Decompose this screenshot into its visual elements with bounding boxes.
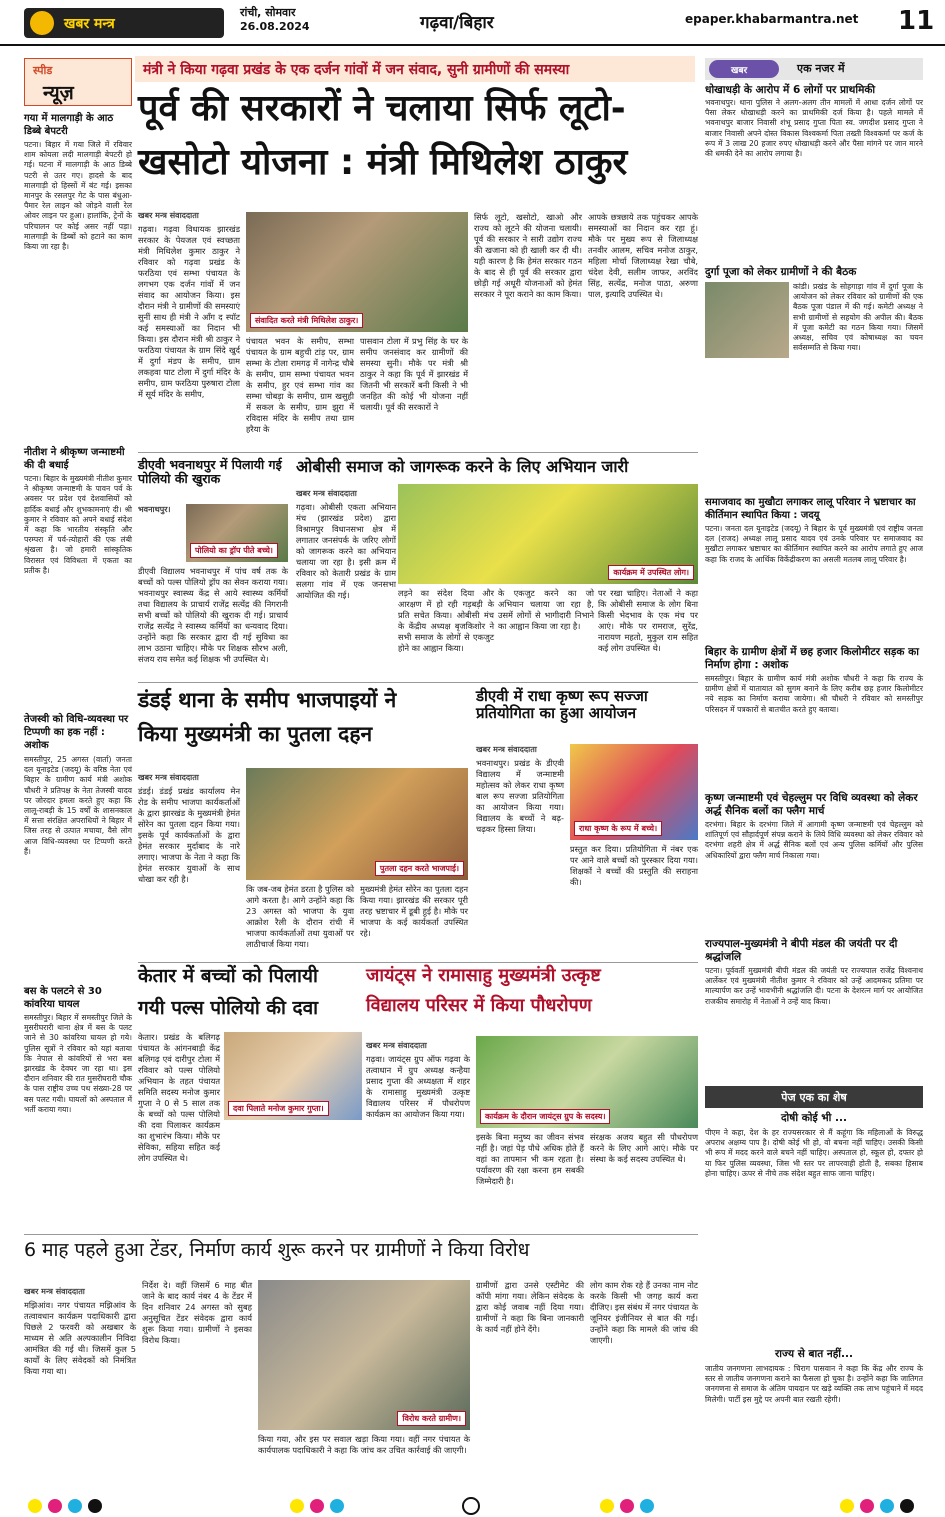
effigy-headline-line2: किया मुख्यमंत्री का पुतला दहन xyxy=(138,722,373,746)
durga-meeting-photo xyxy=(705,282,789,358)
tree-byline: खबर मन्त्र संवाददाता xyxy=(366,1041,427,1050)
magenta-dot-icon xyxy=(620,1499,634,1513)
rail-text: पटना। जनता दल यूनाइटेड (जदयू) ने बिहार के पूर्व मुख्यमंत्री एवं राष्ट्रीय जनता दल (राजद) अध्यक्ष लालू प्रसाद यादव एवं उनके परिवार पर समाजवाद का मुखौटा लगाकर भ्रष्टाचार का कीर्तिमान स्थापित करने का आरोप लगाते हुए आज कहा कि राजद के आर्थिक विकेंद्रीकरण का असली मतलब लालू परिवार है। xyxy=(705,524,923,564)
tender-photo-caption: विरोध करते ग्रामीण। xyxy=(397,1411,466,1426)
cyan-dot-icon xyxy=(640,1499,654,1513)
shesh-banner: पेज एक का शेष xyxy=(705,1086,923,1108)
lead-kicker: मंत्री ने किया गढ़वा प्रखंड के एक दर्जन गांवों में जन संवाद, सुनी ग्रामीणों की समस्या xyxy=(135,56,695,82)
divider xyxy=(24,1234,698,1235)
rail-headline: बस के पलटने से 30 कांवरिया घायल xyxy=(24,986,102,1010)
right-rail-ek-nazar xyxy=(705,58,923,1508)
polio-photo xyxy=(186,504,288,562)
ek-nazar-banner xyxy=(705,58,923,80)
lead-photo-caption: संवादित करते मंत्री मिथिलेश ठाकुर। xyxy=(250,313,363,328)
effigy-body-col2: कि जब-जब हेमंत डरता है पुलिस को आगे करता है। आगे उन्होंने कहा कि 23 अगस्त को भाजपा के युवा आक्रोश रैली के दौरान रांची में भाजपा कार्यकर्ताओं तथा युवाओं पर लाठीचार्ज किया गया। xyxy=(246,884,354,949)
edition-date xyxy=(240,6,310,34)
rail-headline: बिहार के ग्रामीण क्षेत्रों में छह हजार किलोमीटर सड़क का निर्माण होगा : अशोक xyxy=(705,646,919,671)
speed-label: स्पीड xyxy=(33,64,53,77)
obc-headline: ओबीसी समाज को जागरूक करने के लिए अभियान जारी xyxy=(296,457,629,476)
tender-body-col2: निर्देश दे। वहीं जिसमें 6 माह बीत जाने के बाद कार्य नंबर 4 के टेंडर में दिन शनिवार 24 अगस्त को सुबह अनुसूचित टेंडर संवेदक द्वारा कार्य शुरू किया गया। ग्रामीणों ने इसका विरोध किया। xyxy=(142,1280,252,1345)
polio-headline: डीएवी भवनाथपुर में पिलायी गई पोलियो की खुराक xyxy=(138,457,282,487)
divider xyxy=(138,452,698,453)
effigy-photo xyxy=(246,768,468,880)
obc-body-col2: लड़ने का संदेश दिया और आरक्षण में हो रही गड़बड़ी के प्रति सचेत किया। ओबीसी मंच के केंद्रीय अध्यक्ष बृजकिशोर ने सभी समाज के लोगों से एकजुट होने का आह्वान किया। xyxy=(398,588,494,653)
effigy-body-col3: मुख्यमंत्री हेमंत सोरेन का पुतला दहन किया गया। झारखंड की सरकार पूरी तरह भ्रष्टाचार में डूबी हुई है। मौके पर भाजपा के कई कार्यकर्ता उपस्थित रहे। xyxy=(360,884,468,938)
shesh-text: पीएम ने कहा, देश के हर राज्यसरकार से मैं कहूंगा कि महिलाओं के विरुद्ध अपराध अक्षम्य पाप है। दोषी कोई भी हो, वो बचना नहीं चाहिए। उसकी किसी भी रूप में मदद करने वाले बचने नहीं चाहिए। अस्पताल हो, स्कूल हो, दफ्तर हो या फिर पुलिस व्यवस्था, जिस भी स्तर पर लापरवाही होती है, सबका हिसाब होना चाहिए। ऊपर से नीचे तक संदेश बहुत साफ जाना चाहिए। xyxy=(705,1128,923,1178)
ketar-photo-caption: दवा पिलाते मनोज कुमार गुप्ता। xyxy=(228,1101,329,1116)
brand-logo-icon xyxy=(30,11,54,35)
rail-text: दरभंगा। बिहार के दरभंगा जिले में आगामी कृष्ण जन्माष्टमी एवं चेहल्लुम को शांतिपूर्ण एवं सौहार्दपूर्ण संपन्न कराने के लिये विधि व्यवस्था को लेकर रविवार को दरभंगा शहरी क्षेत्र में अर्द्ध सैनिक बलों एवं अन्य पुलिस कर्मियों और पुलिस अधिकारियों द्वारा फ्लैग मार्च निकाला गया। xyxy=(705,820,923,860)
news-label: न्यूज़ xyxy=(43,82,74,104)
rail-text: समस्तीपुर, 25 अगस्त (वार्ता) जनता दल यूनाइटेड (जदयू) के वरिष्ठ नेता एवं बिहार के ग्रामीण कार्य मंत्री अशोक चौधरी ने प्रतिपक्ष के नेता तेजस्वी यादव पर जोरदार हमला करते हुए कहा कि लालू-राबड़ी के 15 वर्षों के शासनकाल में सत्ता संरक्षित अपराधियों ने बिहार में जिस तरह से उत्पात मचाया, वैसे लोग आज विधि-व्यवस्था पर टिप्पणी करते हैं। xyxy=(24,755,132,856)
obc-byline: खबर मन्त्र संवाददाता xyxy=(296,489,357,498)
krishna-body-col2: प्रस्तुत कर दिया। प्रतियोगिता में नंबर एक पर आने वाले बच्चों को पुरस्कार दिया गया। शिक्षकों ने बच्चों की प्रस्तुति की सराहना की। xyxy=(570,844,698,887)
black-dot-icon xyxy=(900,1499,914,1513)
lead-byline: खबर मन्त्र संवाददाता xyxy=(138,211,199,220)
tender-body-col3: किया गया, और इस पर सवाल खड़ा किया गया। वहीं नगर पंचायत के कार्यपालक पदाधिकारी ने कहा कि जांच कर उचित कार्रवाई की जाएगी। xyxy=(258,1434,470,1455)
registration-target-icon xyxy=(462,1497,480,1515)
lead-photo xyxy=(246,212,468,332)
shesh-headline: दोषी कोई भी ... xyxy=(780,1112,848,1124)
lead-body-col1: गढ़वा। गढ़वा विधायक झारखंड सरकार के पेयजल एवं स्वच्छता मंत्री मिथिलेश कुमार ठाकुर ने रविवार को गढ़वा प्रखंड के फरठिया एवं सम्भा पंचायत के लगभग एक दर्जन गांवों में जन संवाद का आयोजन किया। इस दौरान मंत्री ने ग्रामीणों की समस्याएं सुनीं साथ ही मंत्री ने आँग द स्पॉट कई समस्याओं का निदान भी किया। इस दौरान मंत्री श्री ठाकुर ने फरठिया पंचायत के ग्राम सिंदे खुर्द में दुर्गा मंडप के समीप, ग्राम लकहवा घाट टोला में दुर्गा मंदिर के समीप, ग्राम फरठिया पुरुषारा टोला में सूर्य मंदिर के समीप, xyxy=(138,224,240,399)
polio-body: डीएवी विद्यालय भवनाथपुर में पांच वर्ष तक के बच्चों को पल्स पोलियो ड्रॉप का सेवन कराया गया। भवनाथपुर स्वास्थ्य केंद्र से आये स्वास्थ्य कर्मियों तथा विद्यालय के प्राचार्य राजेंद्र सत्येंद्र की निगरानी सभी बच्चों को पोलियो की खुराक दी गई। प्राचार्य राजेंद्र सत्येंद्र ने स्वास्थ्य कर्मियों का धन्यवाद दिया। उन्होंने कहा कि सरकार द्वारा दी गई सुविधा का लाभ उठाना चाहिए। मौके पर शिक्षक सौरभ अली, संजय राय समेत कई शिक्षक भी उपस्थित थे। xyxy=(138,566,288,664)
obc-body-col4: पर रखा चाहिए। नेताओं ने कहा कि ओबीसी समाज के लोग बिना किसी भेदभाव के एक मंच पर आएं। मौके पर रामराज, सुरेंद्र, नारायण महतो, मुकुल राम सहित कई लोग उपस्थित थे। xyxy=(598,588,698,653)
rail-headline: गया में मालगाड़ी के आठ डिब्बे बेपटरी xyxy=(24,113,114,137)
effigy-headline-line1: डंडई थाना के समीप भाजपाइयों ने xyxy=(138,688,397,712)
cyan-dot-icon xyxy=(880,1499,894,1513)
shesh-text: जातीय जनगणना लाभदायक : चिराग पासवान ने कहा कि केंद्र और राज्य के स्तर से जातीय जनगणना कराने का फैसला हो चुका है। उन्होंने कहा कि जातिगत जनगणना से समाज के अंतिम पायदान पर खड़े व्यक्ति तक लाभ पहुंचाने में मदद मिलेगी। पार्टी इस मुद्दे पर अपनी बात रखती रहेगी। xyxy=(705,1364,923,1404)
epaper-url[interactable]: epaper.khabarmantra.net xyxy=(685,12,859,26)
tree-body-col1: गढ़वा। जायंट्स ग्रुप ऑफ गढ़वा के तत्वाधान में ग्रुप अध्यक्ष कन्हैया प्रसाद गुप्ता की अध्यक्षता में शहर के रामासाहु मुख्यमंत्री उत्कृष्ट विद्यालय परिसर में पौधरोपण कार्यक्रम का आयोजन किया गया। xyxy=(366,1054,470,1119)
print-registration-bar xyxy=(0,1495,945,1517)
tender-body-col1: मझिआंव। नगर पंचायत मझिआंव के तत्वावधान कार्यक्रम पदाधिकारी द्वारा पिछले 2 फरवरी को अखबार के माध्यम से अति अल्पकालीन निविदा आमंत्रित की गई थी। जिसमें कुल 5 कार्यों के लिए संवेदकों को निमंत्रित किया गया था। xyxy=(24,1300,136,1376)
tender-headline: 6 माह पहले हुआ टेंडर, निर्माण कार्य शुरू करने पर ग्रामीणों ने किया विरोध xyxy=(24,1239,530,1261)
yellow-dot-icon xyxy=(290,1499,304,1513)
rail-headline: तेजस्वी को विधि-व्यवस्था पर टिप्पणी का हक नहीं : अशोक xyxy=(24,714,129,751)
yellow-dot-icon xyxy=(840,1499,854,1513)
ek-nazar-title: एक नजर में xyxy=(797,62,845,75)
shesh-headline: राज्य से बात नहीं... xyxy=(775,1348,853,1360)
section-title: गढ़वा/बिहार xyxy=(420,13,494,33)
rail-headline: नीतीश ने श्रीकृष्ण जन्माष्टमी की दी बधाई xyxy=(24,447,125,471)
ketar-headline-line1: केतार में बच्चों को पिलायी xyxy=(138,965,318,987)
tree-headline-line1: जायंट्स ने रामासाहु मुख्यमंत्री उत्कृष्ट xyxy=(366,965,601,986)
page-number: 11 xyxy=(898,6,935,36)
tender-body-col4: ग्रामीणों द्वारा उनसे एस्टीमेट की कॉपी मांगा गया। लेकिन संवेदक के द्वारा कोई जवाब नहीं दिया गया। ग्रामीणों ने कहा कि बिना जानकारी के कार्य नहीं होने देंगे। xyxy=(476,1280,584,1334)
cyan-dot-icon xyxy=(68,1499,82,1513)
effigy-byline: खबर मन्त्र संवाददाता xyxy=(138,773,199,782)
rail-text: समस्तीपुर। बिहार में समस्तीपुर जिले के मुसरीघरारी थाना क्षेत्र में बस के पलट जाने से 30 कांवरिया घायल हो गये। पुलिस सूत्रों ने रविवार को यहां बताया कि नेपाल से कांवरियों से भरा बस झारखंड के देवघर जा रहा था। इस दौरान शनिवार की रात मुसरीघरारी चौक के पास राष्ट्रीय उच्च पथ संख्या-28 पर बस पलट गयी। घायलों को अस्पताल में भर्ती कराया गया। xyxy=(24,1013,132,1114)
rail-text: पटना। बिहार में गया जिले में रविवार शाम कोयला लदी मालगाड़ी बेपटरी हो गई। घटना में मालगाड़ी के आठ डिब्बे पटरी से उतर गए। हादसे के बाद मालगाड़ी दो हिस्सों में बंट गई। इसका मानपुर के रसलपुर गेट के पास बंधुआ-पैमार रेल लाइन को जोड़ने वाली रेल ओवर लाइन पर हुआ। हालांकि, ट्रेनों के परिचालन पर कोई असर नहीं पड़ा। मालगाड़ी के डिब्बों को हटाने का काम किया जा रहा है। xyxy=(24,140,132,252)
tree-headline-line2: विद्यालय परिसर में किया पौधरोपण xyxy=(366,995,592,1016)
magenta-dot-icon xyxy=(860,1499,874,1513)
rail-headline: समाजवाद का मुखौटा लगाकर लालू परिवार ने भ्रष्टाचार का कीर्तिमान स्थापित किया : जदयू xyxy=(705,497,916,521)
edition-date-value: 26.08.2024 xyxy=(240,20,310,33)
rail-text: पटना। बिहार के मुख्यमंत्री नीतीश कुमार ने श्रीकृष्ण जन्माष्टमी के पावन पर्व के अवसर पर प्रदेश एवं देशवासियों को हार्दिक बधाई और शुभकामनाएं दी। श्री कुमार ने रविवार को अपने बधाई संदेश में कहा कि भारतीय संस्कृति और परम्परा में पर्व-त्योहारों की एक लंबी श्रृंखला है। जो हमारी सांस्कृतिक विरासत एवं विविधता में एकता का प्रतीक है। xyxy=(24,474,132,575)
obc-body-col3: के एकजुट करने का जो अभियान चलाया जा रहा है, उसमें लोगों से भागीदारी निभाने का आह्वान किया जा रहा है। xyxy=(498,588,594,631)
yellow-dot-icon xyxy=(28,1499,42,1513)
krishna-photo-caption: राधा कृष्ण के रूप में बच्चे। xyxy=(574,821,662,836)
khabar-pill: खबर xyxy=(709,60,779,78)
lead-headline-line2: खसोटो योजना : मंत्री मिथिलेश ठाकुर xyxy=(138,142,628,183)
lead-body-col5: आपके छत्रछाये तक पहुंचकर आपके समस्याओं का निदान कर रहा हूं। मौके पर मुख्य रूप से जिलाध्यक्ष तनवीर आलम, सचिव मनोज ठाकुर, महिला मोर्चा जिलाध्यक्ष रेखा चौबे, चंदेश देवी, सलीम जाफर, अरविंद सिंह, सत्येंद्र, मनोज पाठा, अरुणा पाल, इत्यादि उपस्थित थे। xyxy=(588,212,698,299)
lead-headline-line1: पूर्व की सरकारों ने चलाया सिर्फ लूटो- xyxy=(138,88,626,129)
krishna-byline: खबर मन्त्र संवाददाता xyxy=(476,745,537,754)
krishna-headline: डीएवी में राधा कृष्ण रूप सज्जा प्रतियोगिता का हुआ आयोजन xyxy=(476,687,648,723)
rail-text: कांडी। प्रखंड के सोहगाड़ा गांव में दुर्गा पूजा के आयोजन को लेकर रविवार को ग्रामीणों की एक बैठक पूजा पंडाल में की गई। कमेटी अध्यक्ष ने सभी ग्रामीणों से सहयोग की अपील की। बैठक में पूजा कमेटी का गठन किया गया। जिसमें अध्यक्ष, सचिव एवं कोषाध्यक्ष का चयन सर्वसम्मति से किया गया। xyxy=(793,282,923,353)
tender-photo xyxy=(258,1280,470,1430)
rail-text: पटना। पूर्ववर्ती मुख्यमंत्री बीपी मंडल की जयंती पर राज्यपाल राजेंद्र विश्वनाथ आर्लेकर एवं मुख्यमंत्री नीतीश कुमार ने रविवार को उन्हें आदमकद प्रतिमा पर माल्यार्पण कर उन्हें भावभीनी श्रद्धांजलि दी। पटना के देशरत्न मार्ग पर आयोजित राजकीय समारोह में नेताओं ने उन्हें याद किया। xyxy=(705,966,923,1006)
magenta-dot-icon xyxy=(48,1499,62,1513)
brand-name: खबर मन्त्र xyxy=(64,16,115,32)
tree-body-col3: संरक्षक अजय बहुत सी पौधरोपण करने के लिए आगे आएं। मौके पर संस्था के कई सदस्य उपस्थित थे। xyxy=(590,1132,698,1164)
ketar-photo xyxy=(224,1032,362,1120)
speed-news-banner xyxy=(24,58,132,106)
obc-photo-caption: कार्यक्रम में उपस्थित लोग। xyxy=(608,565,694,580)
masthead xyxy=(0,0,945,46)
krishna-photo xyxy=(570,744,698,840)
edition-city: रांची, सोमवार xyxy=(240,6,296,19)
tree-photo-caption: कार्यक्रम के दौरान जायंट्स ग्रुप के सदस्य। xyxy=(480,1109,610,1124)
divider xyxy=(138,682,698,683)
brand-bar xyxy=(24,8,224,38)
rail-headline: राज्यपाल-मुख्यमंत्री ने बीपी मंडल की जयंती पर दी श्रद्धांजलि xyxy=(705,938,898,963)
black-dot-icon xyxy=(88,1499,102,1513)
rail-headline: धोखाधड़ी के आरोप में 6 लोगों पर प्राथमिकी xyxy=(705,84,876,96)
ketar-body: केतार। प्रखंड के बलिगढ़ पंचायत के आंगनबाड़ी केंद्र बलिगढ़ एवं दारीपुर टोला में रविवार को पल्स पोलियो अभियान के तहत पंचायत समिति सदस्य मनोज कुमार गुप्ता ने 0 से 5 साल तक के बच्चों को पल्स पोलियो की दवा पिलाकर कार्यक्रम का शुभारंभ किया। मौके पर सेविका, सहिया सहित कई लोग उपस्थित थे। xyxy=(138,1032,220,1163)
effigy-photo-caption: पुतला दहन करते भाजपाई। xyxy=(375,861,464,876)
tree-body-col2: इसके बिना मनुष्य का जीवन संभव नहीं है। जहां पेड़ पौधे अधिक होते हैं वहां का तापमान भी कम रहता है। पर्यावरण की रक्षा करना हम सबकी जिम्मेदारी है। xyxy=(476,1132,584,1186)
rail-text: भवनाथपुर। थाना पुलिस ने अलग-अलग तीन मामलों में आधा दर्जन लोगों पर पैसा लेकर धोखाधड़ी करने का प्राथमिकी दर्ज किया है। पहले मामले में भवनाथपुर बाजार निवासी शंभू प्रसाद गुप्ता पिता स्व. जगदीश प्रसाद गुप्ता ने बाजार निवासी अपने दोस्त विकास विश्वकर्मा पिता तख्ती विश्वकर्मा पर कर्ज के रूप में 3 लाख 20 हजार रुपए धोखाधड़ी करने और पैसा मांगने पर जान मारने की धमकी देने का आरोप लगाया है। xyxy=(705,98,923,159)
polio-photo-caption: पोलियो का ड्रॉप पीते बच्चे। xyxy=(190,543,278,558)
rail-headline: दुर्गा पूजा को लेकर ग्रामीणों ने की बैठक xyxy=(705,266,857,278)
tree-photo xyxy=(476,1036,698,1128)
rail-text: समस्तीपुर। बिहार के ग्रामीण कार्य मंत्री अशोक चौधरी ने कहा कि राज्य के ग्रामीण क्षेत्रों में यातायात को सुगम बनाने के लिए करीब छह हजार किलोमीटर नये सड़क का निर्माण कराया जायेगा। श्री चौधरी ने रविवार को समस्तीपुर परिसदन में पत्रकारों से बातचीत करते हुए बताया। xyxy=(705,674,923,714)
rail-headline: कृष्ण जन्माष्टमी एवं चेहल्लुम पर विधि व्यवस्था को लेकर अर्द्ध सैनिक बलों का फ्लैग मार्च xyxy=(705,792,918,817)
lead-body-col2: पंचायत भवन के समीप, सम्भा पंचायत के ग्राम बहुची टांड़ पर, ग्राम सम्भा के टोला रामगढ़ में नागेन्द्र चौबे के समीप, ग्राम सम्भा पंचायत भवन के समीप, हुर एवं सम्भा गांव का सम्भा चोबड़ा के समीप, ग्राम खसुही में सकल के समीप, ग्राम झुरा में रविदास मंदिर के समीप तथा ग्राम हरैया के xyxy=(246,336,354,434)
divider xyxy=(138,962,698,963)
effigy-body-col1: डंडई। डंडई प्रखंड कार्यालय मेन रोड के समीप भाजपा कार्यकर्ताओं के द्वारा झारखंड के मुख्यमंत्री हेमंत सोरेन का पुतला दहन किया गया। इसके पूर्व कार्यकर्ताओं के द्वारा हेमंत सरकार मुर्दाबाद के नारे लगाए। भाजपा के नेता ने कहा कि हेमंत सरकार युवाओं के साथ धोखा कर रही है। xyxy=(138,786,240,884)
left-rail-speed-news xyxy=(24,58,132,1228)
yellow-dot-icon xyxy=(600,1499,614,1513)
lead-body-col4: सिर्फ लूटो, खसोटो, खाओ और राज्य को लूटने की योजना चलायी। पूर्व की सरकार ने सारी उद्योग राज्य की खजाना को ही खाली कर दी थी। यही कारण है कि हेमंत सरकार गठन के बाद से ही पूर्व की सरकार द्वारा छोड़ी गई अधूरी योजनाओं को हेमंत सरकार ने पूरा कराने का काम किया। xyxy=(474,212,582,299)
cyan-dot-icon xyxy=(330,1499,344,1513)
obc-photo xyxy=(398,484,698,584)
obc-body-col1: गढ़वा। ओबीसी एकता अभियान मंच (झारखंड प्रदेश) द्वारा विश्रामपुर विधानसभा क्षेत्र में लगातार जनसंपर्क के जरिए लोगों को जागरूक करने का अभियान चलाया जा रहा है। इसी क्रम में रविवार को केतारी प्रखंड के ग्राम सलगा गांव में एक जनसभा आयोजित की गई। xyxy=(296,502,396,600)
polio-byline: भवनाथपुर। xyxy=(138,505,171,514)
krishna-body-col1: भवनाथपुर। प्रखंड के डीएवी विद्यालय में जन्माष्टमी महोत्सव को लेकर राधा कृष्ण बाल रूप सज्जा प्रतियोगिता का आयोजन किया गया। विद्यालय के बच्चों ने बढ़-चढ़कर हिस्सा लिया। xyxy=(476,758,564,834)
lead-body-col3: पासवान टोला में प्रभु सिंह के घर के समीप जनसंवाद कर ग्रामीणों की समस्या सुनी। मौके पर मंत्री श्री ठाकुर ने कहा कि पूर्व में झारखंड में जितनी भी सरकारें बनी किसी ने भी जनहित की कोई भी योजना नहीं चलायी। पूर्व की सरकारों ने xyxy=(360,336,468,412)
ketar-headline-line2: गयी पल्स पोलियो की दवा xyxy=(138,997,319,1019)
tender-byline: खबर मन्त्र संवाददाता xyxy=(24,1287,85,1296)
magenta-dot-icon xyxy=(310,1499,324,1513)
tender-body-col5: लोग काम रोक रहे हैं उनका नाम नोट करके किसी भी जगह कार्य करा दीजिए। इस संबंध में नगर पंचायत के जूनियर इंजीनियर से बात की गई। उन्होंने कहा कि मामले की जांच की जाएगी। xyxy=(590,1280,698,1345)
